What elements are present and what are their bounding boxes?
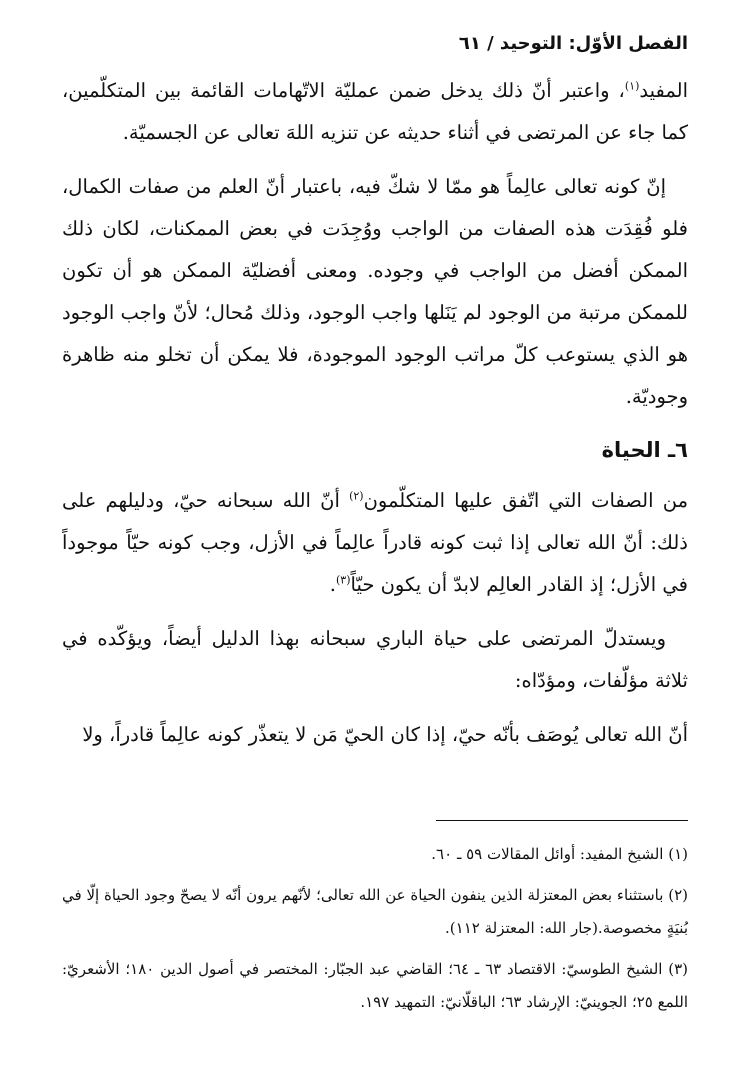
footnote-1: (١) الشيخ المفيد: أوائل المقالات ٥٩ ـ ٦٠. bbox=[431, 845, 688, 863]
section-heading: ٦ـ الحياة bbox=[601, 438, 688, 462]
footnote-divider bbox=[436, 820, 688, 821]
paragraph-3-end: . bbox=[329, 573, 336, 596]
footnote-3: (٣) الشيخ الطوسيّ: الاقتصاد ٦٣ ـ ٦٤؛ القاضي عبد الجبّار: المختصر في أصول الدين ١٨٠؛ الأشعريّ: اللمع ٢٥؛ الجوينيّ: الإرشاد ٦٣؛ الباقلّانيّ: التمهيد ١٩٧. bbox=[62, 960, 689, 1011]
paragraph-5: أنّ الله تعالى يُوصَف بأنّه حيّ، إذا كان الحيّ مَن لا يتعذّر كونه عالِماً قادراً، ولا bbox=[82, 723, 688, 746]
paragraph-4: ويستدلّ المرتضى على حياة الباري سبحانه بهذا الدليل أيضاً، ويؤكّده في ثلاثة مؤلّفات، ومؤدّاه: bbox=[62, 627, 688, 692]
paragraph-3 bbox=[62, 480, 688, 606]
footnote-ref-2[interactable]: (٢) bbox=[349, 489, 364, 503]
paragraph-3-start: من الصفات التي اتّفق عليها المتكلّمون bbox=[363, 489, 689, 512]
footnotes bbox=[62, 838, 688, 1027]
paragraph-2: إنّ كونه تعالى عالِماً هو ممّا لا شكّ فيه، باعتبار أنّ العلم من صفات الكمال، فلو فُقِدَت هذه الصفات من الواجب ووُجِدَت في بعض الممكنات، لكان ذلك الممكن أفضل من الواجب في وجوده. ومعنى أفضليّة الممكن هو أن تكون للممكن مرتبة من الوجود لم يَنَلها واجب الوجود، وذلك مُحال؛ لأنّ واجب الوجود هو الذي يستوعب كلّ مراتب الوجود الموجودة، فلا يمكن أن تخلو منه ظاهرة وجوديّة. bbox=[62, 175, 688, 408]
footnote-2: (٢) باستثناء بعض المعتزلة الذين ينفون الحياة عن الله تعالى؛ لأنّهم يرون أنّه لا يصحّ وجود الحياة إلّا في بُنيَةٍ مخصوصة.(جار الله: المعتزلة ١١٢). bbox=[62, 886, 688, 937]
footnote-ref-1[interactable]: (١) bbox=[624, 79, 640, 93]
book-page bbox=[62, 30, 688, 1060]
paragraph-3-middle: أنّ الله سبحانه حيّ، ودليلهم على ذلك: أنّ الله تعالى إذا ثبت كونه قادراً عالِماً في الأزل، وجب كونه حيّاً موجوداً في الأزل؛ إذ القادر العالِم لابدّ أن يكون حيّاً bbox=[62, 489, 688, 596]
footnote-ref-3[interactable]: (٣) bbox=[336, 573, 351, 587]
paragraph-1-start: المفيد bbox=[639, 79, 688, 102]
paragraph-1-rest: ، واعتبر أنّ ذلك يدخل ضمن عمليّة الاتّهامات القائمة بين المتكلّمين، كما جاء عن المرتضى في أثناء حديثه عن تنزيه اللهَ تعالى عن الجسميّة. bbox=[62, 79, 688, 144]
paragraph-1 bbox=[62, 70, 688, 154]
main-text bbox=[62, 70, 688, 756]
running-header: الفصل الأوّل: التوحيد / ٦١ bbox=[458, 33, 688, 54]
